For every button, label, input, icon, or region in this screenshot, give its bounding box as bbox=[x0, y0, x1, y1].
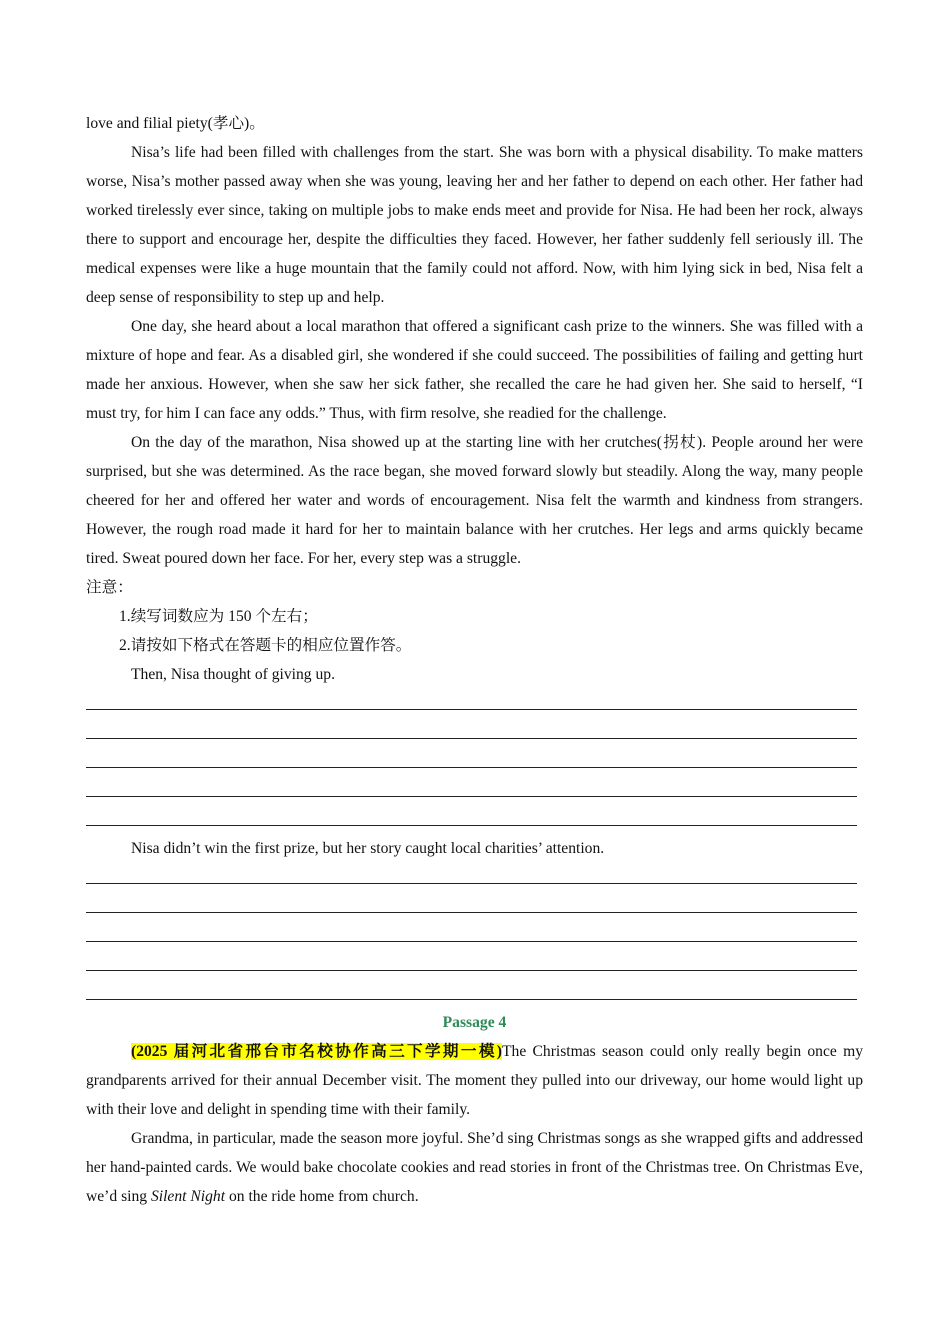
answer-line[interactable] bbox=[86, 950, 863, 979]
answer-line[interactable] bbox=[86, 805, 863, 834]
passage4-paragraph-1-text: The Christmas season could only really begin once my grandparents arrived for their annual December visit. The moment they pulled into our driveway, our home would light up with their love and delight in spending time with their family. bbox=[86, 1043, 863, 1118]
answer-line[interactable] bbox=[86, 979, 863, 1008]
answer-line[interactable] bbox=[86, 921, 863, 950]
answer-lines-1 bbox=[86, 689, 863, 834]
document-page bbox=[86, 109, 863, 1211]
answer-line[interactable] bbox=[86, 689, 863, 718]
story-paragraph-2: One day, she heard about a local marathon that offered a significant cash prize to the winners. She was filled with a mixture of hope and fear. As a disabled girl, she wondered if she could succeed. The possibilities of failing and getting hurt made her anxious. However, when she saw her sick father, she recalled the care he had given her. She said to herself, “I must try, for him I can face any odds.” Thus, with firm resolve, she readied for the challenge. bbox=[86, 318, 863, 422]
source-tag: (2025 届河北省邢台市名校协作高三下学期一模) bbox=[131, 1043, 502, 1060]
passage4-paragraph-1 bbox=[86, 1037, 863, 1124]
note-item-1: 1.续写词数应为 150 个左右； bbox=[119, 608, 318, 625]
note-item-2: 2.请按如下格式在答题卡的相应位置作答。 bbox=[119, 637, 412, 654]
notes-heading: 注意： bbox=[86, 579, 133, 596]
prompt-second: Nisa didn’t win the first prize, but her story caught local charities’ attention. bbox=[131, 840, 605, 857]
answer-line[interactable] bbox=[86, 863, 863, 892]
answer-line[interactable] bbox=[86, 892, 863, 921]
answer-line[interactable] bbox=[86, 776, 863, 805]
passage4-paragraph-2-text-a: Grandma, in particular, made the season more joyful. She’d sing Christmas songs as she wrapped gifts and addressed her hand-painted cards. We would bake chocolate cookies and read stories in front of the Christmas tree. On Christmas Eve, we’d sing bbox=[86, 1130, 863, 1205]
passage4-paragraph-2 bbox=[86, 1124, 863, 1211]
passage-title: Passage 4 bbox=[442, 1014, 507, 1031]
answer-lines-2 bbox=[86, 863, 863, 1008]
song-title: Silent Night bbox=[150, 1188, 226, 1205]
story-paragraph-1: Nisa’s life had been filled with challenges from the start. She was born with a physical disability. To make matters worse, Nisa’s mother passed away when she was young, leaving her and her father to depend on each other. Her father had worked tirelessly ever since, taking on multiple jobs to make ends meet and provide for Nisa. He had been her rock, always there to support and encourage her, despite the difficulties they faced. However, her father suddenly fell seriously ill. The medical expenses were like a huge mountain that the family could not afford. Now, with him lying sick in bed, Nisa felt a deep sense of responsibility to step up and help. bbox=[86, 144, 863, 306]
intro-tail: love and filial piety(孝心)。 bbox=[86, 115, 265, 132]
answer-line[interactable] bbox=[86, 718, 863, 747]
passage4-paragraph-2-text-b: on the ride home from church. bbox=[225, 1188, 419, 1205]
answer-line[interactable] bbox=[86, 747, 863, 776]
prompt-first: Then, Nisa thought of giving up. bbox=[131, 666, 335, 683]
story-paragraph-3: On the day of the marathon, Nisa showed up at the starting line with her crutches(拐杖). People around her were surprised, but she was determined. As the race began, she moved forward slowly but steadily. Along the way, many people cheered for her and offered her water and words of encouragement. Nisa felt the warmth and kindness from strangers. However, the rough road made it hard for her to maintain balance with her crutches. Her legs and arms quickly became tired. Sweat poured down her face. For her, every step was a struggle. bbox=[86, 434, 863, 567]
